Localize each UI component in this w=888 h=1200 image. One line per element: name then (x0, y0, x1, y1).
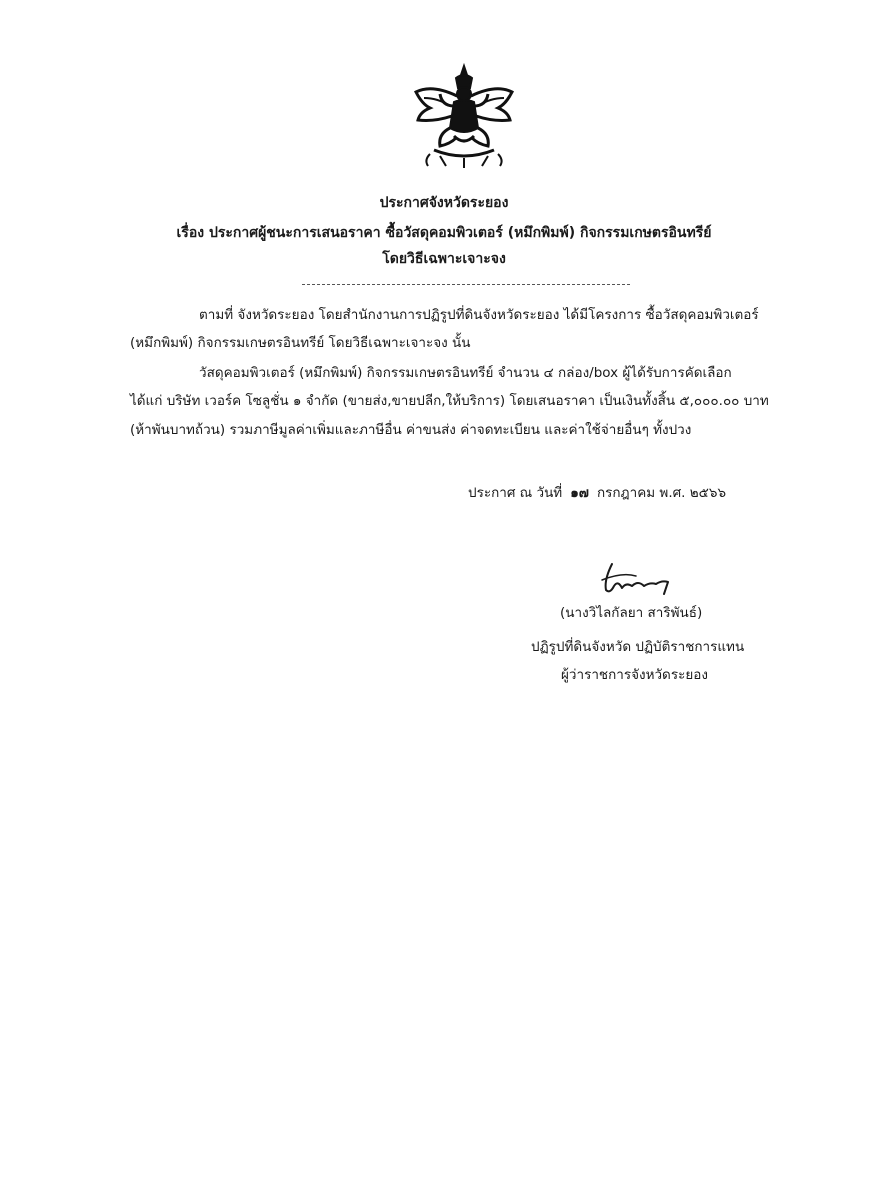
signatory-name: (นางวิไลกัลยา สาริพันธ์) (560, 605, 703, 621)
announcement-date (468, 484, 726, 502)
date-prefix: ประกาศ ณ วันที่ (468, 485, 563, 501)
paragraph-2-line-1: วัสดุคอมพิวเตอร์ (หมึกพิมพ์) กิจกรรมเกษตรอินทรีย์ จำนวน ๔ กล่อง/box ผู้ได้รับการคัดเลือก (199, 365, 732, 381)
signatory-position-line-2: ผู้ว่าราชการจังหวัดระยอง (561, 667, 708, 683)
handwritten-signature-icon (592, 560, 682, 596)
date-month-year: กรกฎาคม พ.ศ. ๒๕๖๖ (596, 485, 727, 501)
date-day: ๑๗ (570, 485, 589, 501)
document-method: โดยวิธีเฉพาะเจาะจง (382, 251, 506, 267)
paragraph-1-line-2: (หมึกพิมพ์) กิจกรรมเกษตรอินทรีย์ โดยวิธีเฉพาะเจาะจง นั้น (130, 335, 471, 351)
divider (302, 284, 630, 285)
document-subject: เรื่อง ประกาศผู้ชนะการเสนอราคา ซื้อวัสดุคอมพิวเตอร์ (หมึกพิมพ์) กิจกรรมเกษตรอินทรีย์ (176, 225, 712, 241)
paragraph-2-line-2: ได้แก่ บริษัท เวอร์ค โซลูชั่น ๑ จำกัด (ขายส่ง,ขายปลีก,ให้บริการ) โดยเสนอราคา เป็นเงินทั้งสิ้น ๕,๐๐๐.๐๐ บาท (130, 393, 769, 409)
garuda-emblem-icon (410, 62, 518, 172)
paragraph-1-line-1: ตามที่ จังหวัดระยอง โดยสำนักงานการปฏิรูปที่ดินจังหวัดระยอง ได้มีโครงการ ซื้อวัสดุคอมพิวเตอร์ (199, 307, 759, 323)
document-title: ประกาศจังหวัดระยอง (379, 195, 509, 211)
paragraph-2-line-3: (ห้าพันบาทถ้วน) รวมภาษีมูลค่าเพิ่มและภาษีอื่น ค่าขนส่ง ค่าจดทะเบียน และค่าใช้จ่ายอื่นๆ ทั้งปวง (130, 422, 692, 438)
signatory-position-line-1: ปฏิรูปที่ดินจังหวัด ปฏิบัติราชการแทน (531, 639, 745, 655)
